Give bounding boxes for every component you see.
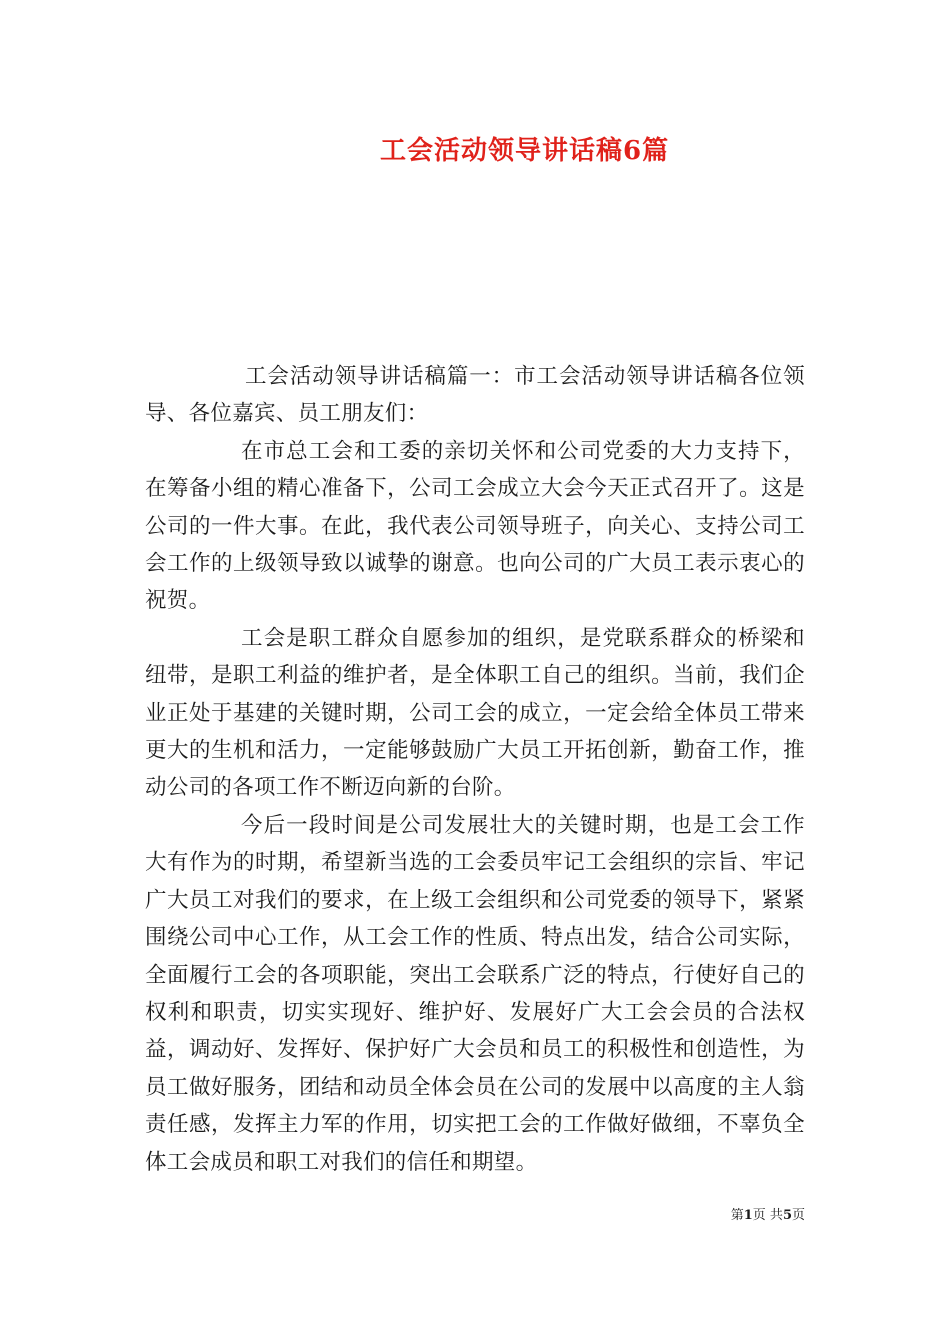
- paragraph: 工会活动领导讲话稿篇一：市工会活动领导讲话稿各位领导、各位嘉宾、员工朋友们：: [145, 364, 805, 427]
- current-page-number: 1: [743, 1208, 753, 1223]
- footer-suffix: 页: [791, 1208, 805, 1223]
- total-page-count: 5: [782, 1208, 792, 1223]
- paragraph: 在市总工会和工委的亲切关怀和公司党委的大力支持下，在筹备小组的精心准备下，公司工会成立大会今天正式召开了。这是公司的一件大事。在此，我代表公司领导班子，向关心、支持公司工会工作的上级领导致以诚挚的谢意。也向公司的广大员工表示衷心的祝贺。: [145, 438, 805, 614]
- page-number-footer: [731, 1204, 805, 1223]
- footer-prefix: 第: [730, 1208, 744, 1223]
- footer-middle: 页 共: [752, 1208, 783, 1223]
- document-body: [145, 358, 805, 1181]
- paragraph: 工会是职工群众自愿参加的组织，是党联系群众的桥梁和纽带，是职工利益的维护者，是全体职工自己的组织。当前，我们企业正处于基建的关键时期，公司工会的成立，一定会给全体员工带来更大的生机和活力，一定能够鼓励广大员工开拓创新，勤奋工作，推动公司的各项工作不断迈向新的台阶。: [145, 625, 805, 801]
- paragraph: 今后一段时间是公司发展壮大的关键时期，也是工会工作大有作为的时期，希望新当选的工会委员牢记工会组织的宗旨、牢记广大员工对我们的要求，在上级工会组织和公司党委的领导下，紧紧围绕公司中心工作，从工会工作的性质、特点出发，结合公司实际，全面履行工会的各项职能，突出工会联系广泛的特点，行使好自己的权利和职责，切实实现好、维护好、发展好广大工会会员的合法权益，调动好、发挥好、保护好广大会员和员工的积极性和创造性，为员工做好服务，团结和动员全体会员在公司的发展中以高度的主人翁责任感，发挥主力军的作用，切实把工会的工作做好做细，不辜负全体工会成员和职工对我们的信任和期望。: [145, 812, 805, 1175]
- document-title: 工会活动领导讲话稿6篇: [380, 136, 670, 166]
